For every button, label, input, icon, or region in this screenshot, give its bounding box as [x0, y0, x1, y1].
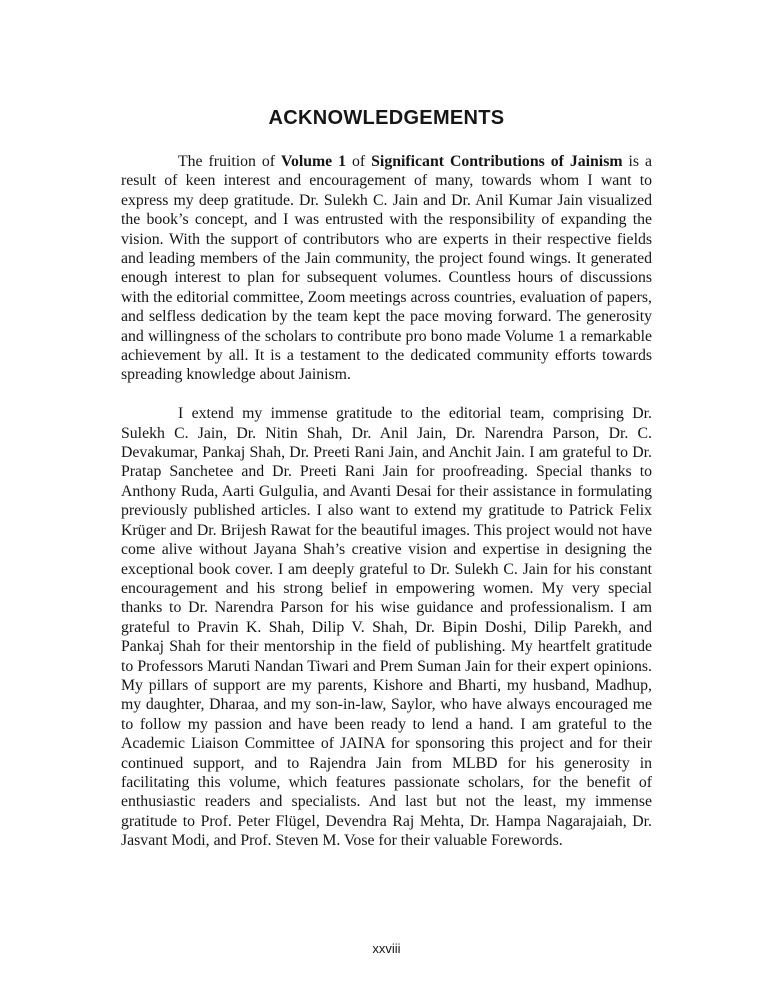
- paragraphs-container: [121, 152, 652, 851]
- bold-text-segment: Significant Contributions of Jainism: [371, 153, 623, 170]
- text-segment: is a result of keen interest and encouragement of many, towards whom I want to express my deep gratitude. Dr. Sulekh C. Jain and Dr. Anil Kumar Jain visualized the book’s concept, and I was entrusted with the responsibility of expanding the vision. With the support of contributors who are experts in their respective fields and leading members of the Jain community, the project found wings. It generated enough interest to plan for subsequent volumes. Countless hours of discussions with the editorial committee, Zoom meetings across countries, evaluation of papers, and selfless dedication by the team kept the pace moving forward. The generosity and willingness of the scholars to contribute pro bono made Volume 1 a remarkable achievement by all. It is a testament to the dedicated community efforts towards spreading knowledge about Jainism.: [121, 153, 652, 384]
- paragraph: [121, 404, 652, 850]
- bold-text-segment: Volume 1: [280, 153, 347, 170]
- text-segment: The fruition of: [178, 153, 281, 170]
- page-title: ACKNOWLEDGEMENTS: [268, 107, 505, 129]
- text-segment: of: [346, 153, 372, 170]
- text-segment: I extend my immense gratitude to the editorial team, comprising Dr. Sulekh C. Jain, Dr. Nitin Shah, Dr. Anil Jain, Dr. Narendra Parson, Dr. C. Devakumar, Pankaj Shah, Dr. Preeti Rani Jain, and Anchit Jain. I am grateful to Dr. Pratap Sanchetee and Dr. Preeti Rani Jain for proofreading. Special thanks to Anthony Ruda, Aarti Gulgulia, and Avanti Desai for their assistance in formulating previously published articles. I also want to extend my gratitude to Patrick Felix Krüger and Dr. Brijesh Rawat for the beautiful images. This project would not have come alive without Jayana Shah’s creative vision and expertise in designing the exceptional book cover. I am deeply grateful to Dr. Sulekh C. Jain for his constant encouragement and his strong belief in empowering women. My very special thanks to Dr. Narendra Parson for his wise guidance and professionalism. I am grateful to Pravin K. Shah, Dilip V. Shah, Dr. Bipin Doshi, Dilip Parekh, and Pankaj Shah for their mentorship in the field of publishing. My heartfelt gratitude to Professors Maruti Nandan Tiwari and Prem Suman Jain for their expert opinions. My pillars of support are my parents, Kishore and Bharti, my husband, Madhup, my daughter, Dharaa, and my son-in-law, Saylor, who have always encouraged me to follow my passion and have been ready to lend a hand. I am grateful to the Academic Liaison Committee of JAINA for sponsoring this project and for their continued support, and to Rajendra Jain from MLBD for his generosity in facilitating this volume, which features passionate scholars, for the benefit of enthusiastic readers and specialists. And last but not the least, my immense gratitude to Prof. Peter Flügel, Devendra Raj Mehta, Dr. Hampa Nagarajaiah, Dr. Jasvant Modi, and Prof. Steven M. Vose for their valuable Forewords.: [121, 405, 652, 850]
- page-number: xxviii: [372, 941, 401, 956]
- paragraph: [121, 152, 652, 385]
